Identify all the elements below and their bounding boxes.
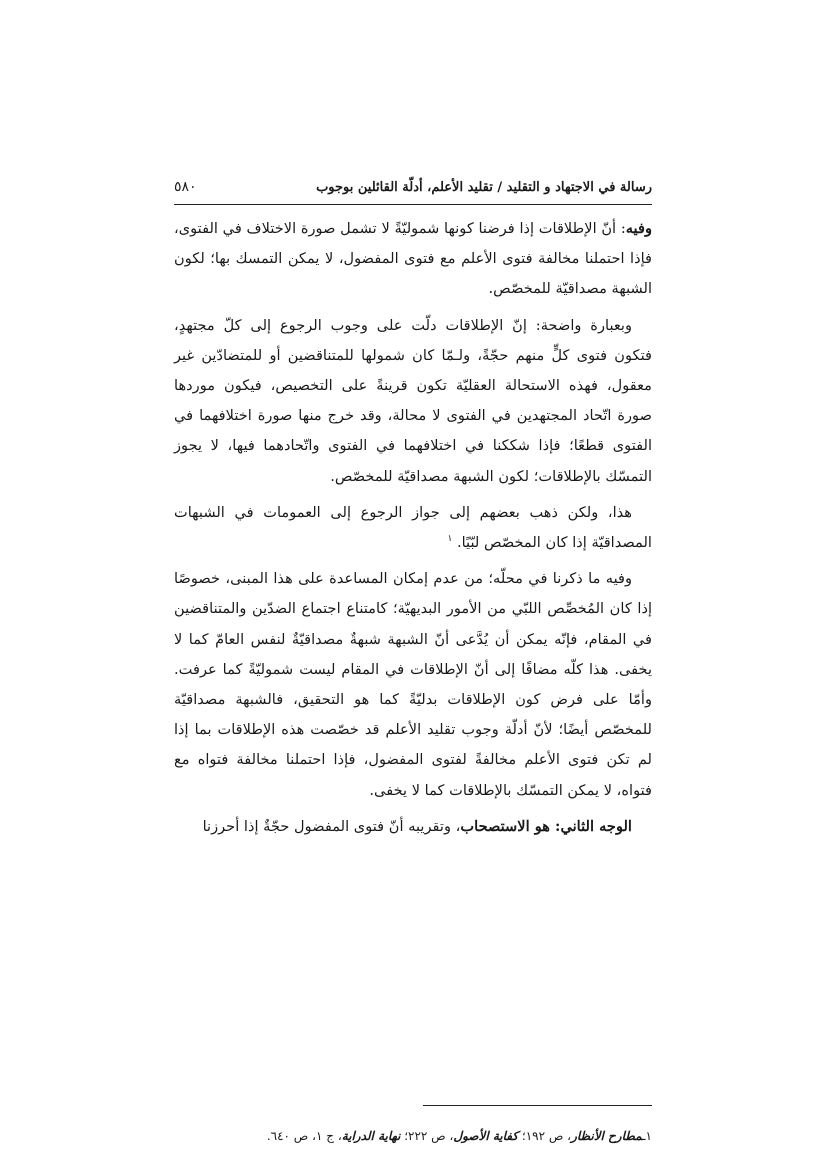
page-header xyxy=(174,176,652,198)
footnote-marker[interactable]: ١ xyxy=(447,534,453,545)
footnote-ref-2-page: ، ص ٢٢٢؛ xyxy=(400,1129,454,1143)
footnote-number: ١ـ xyxy=(642,1129,652,1143)
page-number: ٥٨٠ xyxy=(174,179,197,195)
footnote-divider xyxy=(423,1105,652,1106)
footnote-ref-2-title: كفاية الأصول xyxy=(453,1129,519,1143)
paragraph-2: وبعبارة واضحة: إنّ الإطلاقات دلّت على وجوب الرجوع إلى كلّ مجتهدٍ، فتكون فتوى كلٍّ منهم حجّةً، ولـمّا كان شمولها للمتناقضين أو للمتضادّين غير معقول، فهذه الاستحالة العقليّة تكون قرينةً على التخصيص، فيكون موردها صورة اتّحاد المجتهدين في الفتوى لا محالة، وقد خرج منها صورة اختلافهما في الفتوى قطعًا؛ فإذا شككنا في اختلافهما في الفتوى واتّحادهما فيها، لا يجوز التمسّك بالإطلاقات؛ لكون الشبهة مصداقيّة للمخصّص. xyxy=(174,316,652,485)
paragraph-1-lead: وفيه xyxy=(625,220,652,237)
running-title: رسالة في الاجتهاد و التقليد / تقليد الأعلم، أدلّة القائلين بوجوب xyxy=(316,179,652,195)
footnote-ref-3-page: ، ج ١، ص ٦٤٠. xyxy=(266,1129,342,1143)
paragraph-3 xyxy=(174,498,652,558)
main-text xyxy=(174,214,652,848)
paragraph-5-lead: الوجه الثاني: هو الاستصحاب xyxy=(460,817,632,835)
footnote-ref-1-title: مطارح الأنظار xyxy=(571,1129,643,1143)
footnote xyxy=(174,1127,652,1145)
paragraph-1 xyxy=(174,214,652,305)
paragraph-5-text: ، وتقريبه أنّ فتوى المفضول حجّةٌ إذا أحرزنا xyxy=(202,817,461,835)
paragraph-1-text: : أنّ الإطلاقات إذا فرضنا كونها شموليّةً لا تشمل صورة الاختلاف في الفتوى، فإذا احتملنا مخالفة فتوى الأعلم مع فتوى المفضول، لا يمكن التمسك بها؛ لكون الشبهة مصداقيّة للمخصّص. xyxy=(174,220,652,298)
paragraph-3-text: هذا، ولكن ذهب بعضهم إلى جواز الرجوع إلى العمومات في الشبهات المصداقيّة إذا كان المخصّص لبّيًا. xyxy=(174,503,652,552)
header-divider xyxy=(174,204,652,205)
footnote-ref-1-page: ، ص ١٩٢؛ xyxy=(518,1129,572,1143)
paragraph-4: وفيه ما ذكرنا في محلّه؛ من عدم إمكان المساعدة على هذا المبنى، خصوصًا إذا كان المُخصِّص اللبّي من الأمور البديهيّة؛ كامتناع اجتماع الضدّين والمتناقضين في المقام، فإنّه يمكن أن يُدَّعى أنّ الشبهة شبهةٌ مصداقيّةٌ لنفس العامّ كما لا يخفى. هذا كلّه مضافًا إلى أنّ الإطلاقات في المقام ليست شموليّةً كما عرفت. وأمّا على فرض كون الإطلاقات بدليّةً كما هو التحقيق، فالشبهة مصداقيّة للمخصّص أيضًا؛ لأنّ أدلّة وجوب تقليد الأعلم قد خصّصت هذه الإطلاقات بما إذا لم تكن فتوى الأعلم مخالفةً لفتوى المفضول، فإذا احتملنا مخالفة فتواه مع فتواه، لا يمكن التمسّك بالإطلاقات كما لا يخفى. xyxy=(174,570,652,799)
footnote-ref-3-title: نهاية الدراية xyxy=(341,1129,401,1143)
paragraph-5 xyxy=(174,812,652,842)
